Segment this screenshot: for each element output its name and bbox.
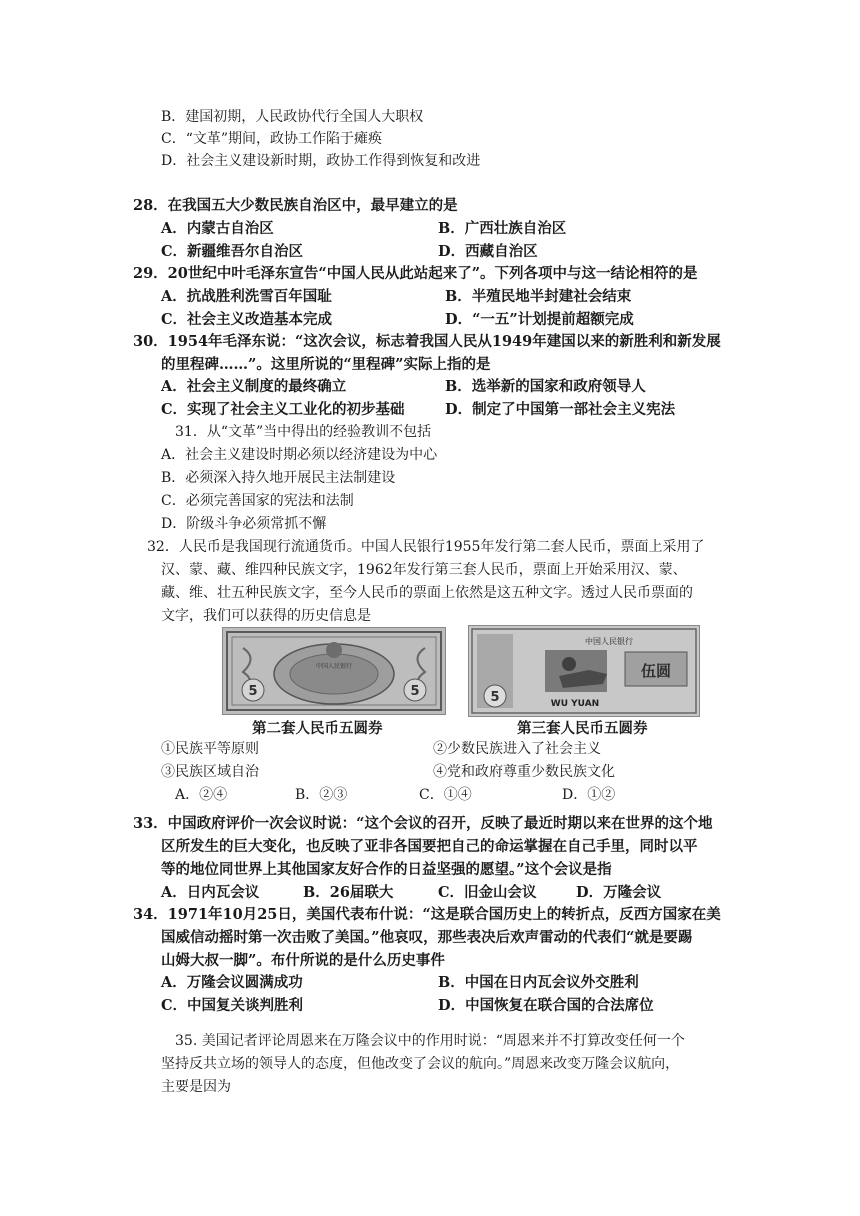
q35-stem-line3: 主要是因为 xyxy=(161,1079,231,1095)
q33-option-c: C．旧金山会议 xyxy=(438,884,537,901)
banknote2-bank-name: 中国人民银行 xyxy=(585,637,633,646)
banknote1-digit-left: 5 xyxy=(248,684,258,699)
q33-option-b: B．26届联大 xyxy=(303,884,394,901)
q35-stem-line1: 35. 美国记者评论周恩来在万隆会议中的作用时说：“周恩来并不打算改变任何一个 xyxy=(175,1033,685,1049)
q32-option-a: A．②④ xyxy=(175,787,228,803)
q32-item-4: ④党和政府尊重少数民族文化 xyxy=(433,764,615,780)
banknote1-caption: 第二套人民币五圆券 xyxy=(252,720,383,737)
q34-stem-line3: 山姆大叔一脚”。布什所说的是什么历史事件 xyxy=(161,952,445,969)
q27-option-d: D．社会主义建设新时期，政协工作得到恢复和改进 xyxy=(161,153,481,169)
banknote2-chinese-denomination: 伍圆 xyxy=(640,662,672,680)
q32-option-d: D．①② xyxy=(562,787,616,803)
banknote1-bank-name: 中国人民银行 xyxy=(315,663,353,670)
q33-stem-line3: 等的地位同世界上其他国家友好合作的日益坚强的愿望。”这个会议是指 xyxy=(161,861,612,878)
q30-stem-line1: 30．1954年毛泽东说：“这次会议，标志着我国人民从1949年建国以来的新胜利和新发展 xyxy=(133,333,721,350)
q32-stem-line4: 文字，我们可以获得的历史信息是 xyxy=(161,608,371,624)
banknote-third-series-art xyxy=(469,626,699,716)
q31-stem: 31．从“文革”当中得出的经验教训不包括 xyxy=(175,424,432,440)
q33-option-d: D．万隆会议 xyxy=(576,884,662,901)
q31-option-b: B．必须深入持久地开展民主法制建设 xyxy=(161,470,396,486)
q30-option-a: A．社会主义制度的最终确立 xyxy=(161,378,347,395)
q27-option-c: C．“文革”期间，政协工作陷于瘫痪 xyxy=(161,131,383,147)
banknote2-wu-yuan: WU YUAN xyxy=(550,699,600,709)
q28-stem: 28．在我国五大少数民族自治区中，最早建立的是 xyxy=(133,197,458,214)
q27-option-b: B．建国初期，人民政协代行全国人大职权 xyxy=(161,109,424,125)
q30-stem-line2: 的里程碑……”。这里所说的“里程碑”实际上指的是 xyxy=(161,356,491,373)
q34-option-b: B．中国在日内瓦会议外交胜利 xyxy=(438,974,639,991)
q32-stem-line3: 藏、维、壮五种民族文字，至今人民币的票面上依然是这五种文字。透过人民币票面的 xyxy=(161,585,693,601)
banknote-second-series-art xyxy=(223,628,445,714)
q28-option-c: C．新疆维吾尔自治区 xyxy=(161,243,304,260)
q34-option-d: D．中国恢复在联合国的合法席位 xyxy=(438,997,654,1014)
q29-option-c: C．社会主义改造基本完成 xyxy=(161,311,333,328)
q31-option-a: A．社会主义建设时期必须以经济建设为中心 xyxy=(161,447,438,463)
q29-option-d: D．“一五”计划提前超额完成 xyxy=(445,311,634,328)
q33-option-a: A．日内瓦会议 xyxy=(161,884,260,901)
q32-option-c: C．①④ xyxy=(419,787,472,803)
q32-stem-line1: 32．人民币是我国现行流通货币。中国人民银行1955年发行第二套人民币，票面上采用了 xyxy=(147,539,705,555)
q32-stem-line2: 汉、蒙、藏、维四种民族文字，1962年发行第三套人民币，票面上开始采用汉、蒙、 xyxy=(161,562,687,578)
q28-option-b: B．广西壮族自治区 xyxy=(438,220,567,237)
q32-option-b: B．②③ xyxy=(295,787,348,803)
banknote-second-series-image xyxy=(222,627,446,715)
q34-option-c: C．中国复关谈判胜利 xyxy=(161,997,304,1014)
q29-option-b: B．半殖民地半封建社会结束 xyxy=(445,288,632,305)
q28-option-d: D．西藏自治区 xyxy=(438,243,538,260)
banknote1-digit-right: 5 xyxy=(410,684,420,699)
q30-option-c: C．实现了社会主义工业化的初步基础 xyxy=(161,401,405,418)
q30-option-d: D．制定了中国第一部社会主义宪法 xyxy=(445,401,676,418)
q29-stem: 29．20世纪中叶毛泽东宣告“中国人民从此站起来了”。下列各项中与这一结论相符的是 xyxy=(133,265,698,282)
q35-stem-line2: 坚持反共立场的领导人的态度，但他改变了会议的航向。”周恩来改变万隆会议航向， xyxy=(161,1056,680,1072)
q34-option-a: A．万隆会议圆满成功 xyxy=(161,974,303,991)
banknote-third-series-image xyxy=(468,625,700,717)
q30-option-b: B．选举新的国家和政府领导人 xyxy=(445,378,646,395)
q33-stem-line1: 33．中国政府评价一次会议时说：“这个会议的召开，反映了最近时期以来在世界的这个地 xyxy=(133,815,713,832)
q33-stem-line2: 区所发生的巨大变化，也反映了亚非各国要把自己的命运掌握在自己手里，同时以平 xyxy=(161,838,698,855)
q32-item-2: ②少数民族进入了社会主义 xyxy=(433,741,601,757)
q31-option-d: D．阶级斗争必须常抓不懈 xyxy=(161,516,327,532)
q29-option-a: A．抗战胜利洗雪百年国耻 xyxy=(161,288,332,305)
q32-item-1: ①民族平等原则 xyxy=(161,741,259,757)
q32-item-3: ③民族区域自治 xyxy=(161,764,259,780)
q34-stem-line2: 国威信动摇时第一次击败了美国。”他哀叹，那些表决后欢声雷动的代表们“就是要踢 xyxy=(161,929,693,946)
banknote2-caption: 第三套人民币五圆券 xyxy=(517,720,648,737)
q31-option-c: C．必须完善国家的宪法和法制 xyxy=(161,493,354,509)
banknote2-digit: 5 xyxy=(490,690,500,705)
q28-option-a: A．内蒙古自治区 xyxy=(161,220,274,237)
q34-stem-line1: 34．1971年10月25日，美国代表布什说：“这是联合国历史上的转折点，反西方国家在美 xyxy=(133,906,721,923)
